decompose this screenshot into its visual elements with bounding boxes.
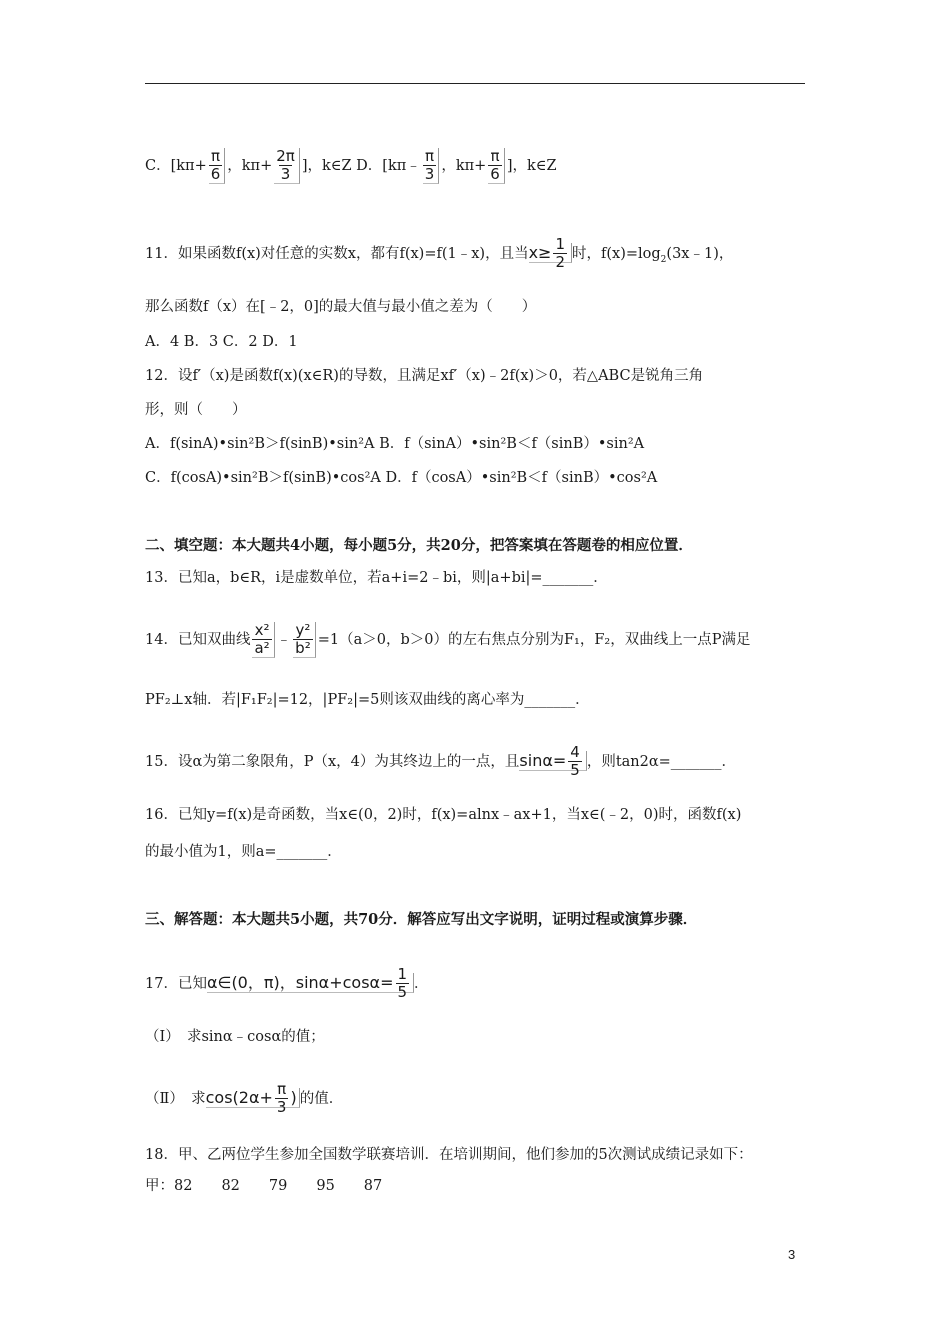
q15-sin-expr: sinα= $\frac{4}{5}$ [519, 751, 586, 771]
q12-line2: 形，则（ ） [145, 402, 247, 418]
header-rule [145, 83, 805, 84]
q11-line2: 那么函数f（x）在[﹣2，0]的最大值与最小值之差为（ ） [145, 299, 537, 315]
q18-line1: 18．甲、乙两位学生参加全国数学联赛培训．在培训期间，他们参加的5次测试成绩记录如下： [145, 1147, 753, 1163]
q17-part1: （Ⅰ） 求sinα﹣cosα的值； [145, 1029, 325, 1045]
q11-options: A．4 B．3 C．2 D．1 [145, 334, 298, 350]
page-number: 3 [788, 1247, 796, 1262]
fraction: $\frac{\pi}{6}$ [209, 148, 226, 184]
section2-heading: 二、填空题：本大题共4小题，每小题5分，共20分，把答案填在答题卷的相应位置． [145, 537, 693, 554]
fraction: $\frac{\text{y²}}{\text{b²}}$ [293, 622, 316, 658]
q14-line2: PF₂⊥x轴．若|F₁F₂|=12，|PF₂|=5则该双曲线的离心率为_______． [145, 692, 590, 708]
q17-cos-expr: cos(2α+ $\frac{\pi}{3}$ ) [206, 1088, 300, 1108]
fraction: $\frac{\pi}{6}$ [488, 148, 505, 184]
section3-heading: 三、解答题：本大题共5小题，共70分．解答应写出文字说明，证明过程或演算步骤． [145, 911, 698, 928]
q17-part2: （Ⅱ） 求cos(2α+ $\frac{\pi}{3}$ ) 的值． [145, 1080, 344, 1116]
q12-options-ab: A．f(sinA)•sin²B＞f(sinB)•sin²A B．f（sinA）•sin²B＜f（sinB）•sin²A [145, 436, 645, 452]
q10-options-cd: C．[kπ+ $\frac{\pi}{6}$ ，kπ+ $\frac{2\pi}{3}$ ]，k∈Z D．[kπ﹣ $\frac{\pi}{3}$ ，kπ+ $\frac{\pi}{6}$ ]，k∈Z [145, 147, 557, 183]
q10-text: C．[kπ+ [145, 158, 207, 174]
q14-line1: 14．已知双曲线 $\frac{\text{x²}}{\text{a²}}$ ﹣ $\frac{\text{y²}}{\text{b²}}$ =1（a＞0，b＞0）的左右焦点分别为F₁，F₂，双曲线上一点P满足 [145, 621, 751, 657]
q13: 13．已知a，b∈R，i是虚数单位，若a+i=2﹣bi，则|a+bi|=_______． [145, 570, 608, 586]
q17-given: α∈(0，π)，sinα+cosα= $\frac{1}{5}$ [207, 973, 414, 993]
fraction: $\frac{2\pi}{3}$ [274, 148, 300, 184]
q18-line2: 甲：82 82 79 95 87 [145, 1178, 383, 1194]
fraction: $\frac{\text{x²}}{\text{a²}}$ [252, 622, 274, 658]
q11-line1: 11．如果函数f(x)对任意的实数x，都有f(x)=f(1﹣x)，且当x≥ $\frac{1}{2}$ 时，$f(x)=\log_2(3x﹣1)$， [145, 235, 734, 271]
fraction: $\frac{\pi}{3}$ [423, 148, 440, 184]
q16-line1: 16．已知y=f(x)是奇函数，当x∈(0，2)时，f(x)=alnx﹣ax+1，当x∈(﹣2，0)时，函数f(x) [145, 807, 742, 823]
q16-line2: 的最小值为1，则a=_______． [145, 844, 342, 860]
q15: 15．设α为第二象限角，P（x，4）为其终边上的一点，且sinα= $\frac{4}{5}$ ，则tan2α=_______． [145, 743, 737, 779]
q11-condition: x≥ $\frac{1}{2}$ [529, 243, 572, 263]
q12-line1: 12．设f′（x)是函数f(x)(x∈R)的导数，且满足xf′（x)﹣2f(x)＞0，若△ABC是锐角三角 [145, 368, 704, 384]
q17-line1: 17．已知α∈(0，π)，sinα+cosα= $\frac{1}{5}$ ． [145, 965, 429, 1001]
q12-options-cd: C．f(cosA)•sin²B＞f(sinB)•cos²A D．f（cosA）•sin²B＜f（sinB）•cos²A [145, 470, 658, 486]
